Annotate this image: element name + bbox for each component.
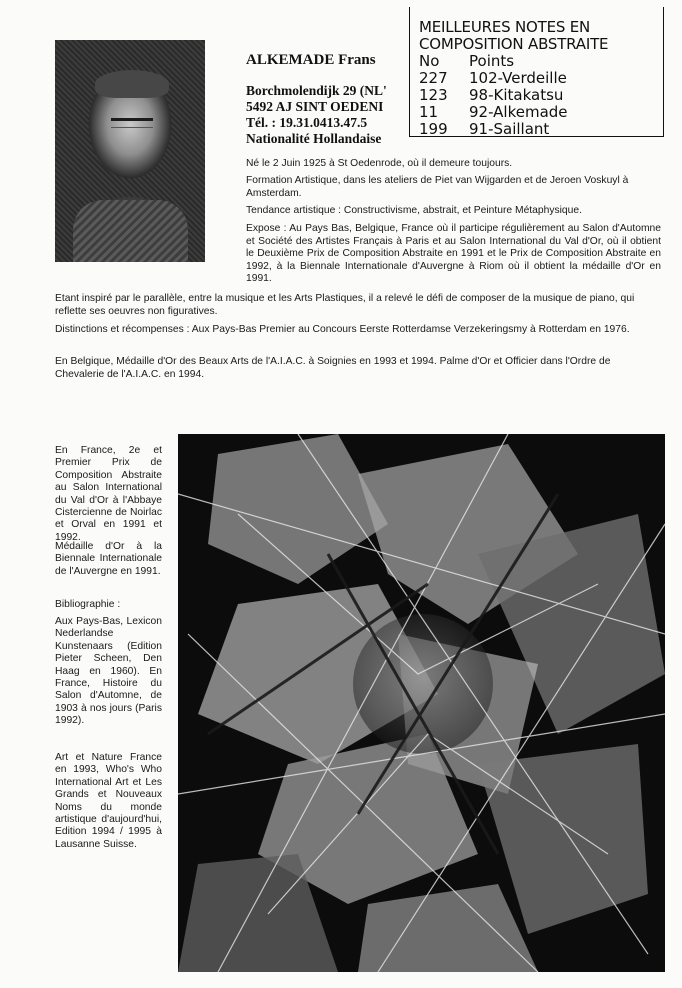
sidebar-medaille: Médaille d'Or à la Biennale Internationale de l'Auvergne en 1991. xyxy=(55,541,162,577)
score-row xyxy=(419,104,663,121)
sidebar-bibliography: Aux Pays-Bas, Lexicon Nederlandse Kunstenaars (Edition Pieter Scheen, Den Haag en 1960). En France, Histoire du Salon d'Automne, de 1903 à nos jours (Paris 1992). xyxy=(55,616,162,727)
col-no-label: No xyxy=(419,52,440,70)
sidebar-art-nature: Art et Nature France en 1993, Who's Who International Art et Les Grands et Nouveaux Noms du monde artistique d'aujourd'hui, Edition 1994 / 1995 à Lausanne Suisse. xyxy=(55,752,162,850)
abstract-painting-svg xyxy=(178,434,665,972)
score-points: 92-Alkemade xyxy=(469,103,568,121)
artist-portrait-photo xyxy=(55,40,205,262)
scorebox-title-line-2: COMPOSITION ABSTRAITE xyxy=(419,35,609,53)
abstract-painting xyxy=(178,434,665,972)
score-row xyxy=(419,70,663,87)
nationality: Nationalité Hollandaise xyxy=(246,131,382,146)
address-line-1: Borchmolendijk 29 (NL' xyxy=(246,83,387,98)
scorebox-header-row xyxy=(419,53,663,70)
bio-tendance: Tendance artistique : Constructivisme, abstrait, et Peinture Métaphysique. xyxy=(246,205,582,216)
portrait-hair-shape xyxy=(95,70,169,98)
score-points: 98-Kitakatsu xyxy=(469,86,564,104)
address-line-2: 5492 AJ SINT OEDENI xyxy=(246,99,384,114)
scorebox-title-line-1: MEILLEURES NOTES EN xyxy=(419,18,591,36)
score-row xyxy=(419,87,663,104)
best-scores-box xyxy=(409,7,664,137)
bio-belgique: En Belgique, Médaille d'Or des Beaux Arts de l'A.I.A.C. à Soignies en 1993 et 1994. Palme d'Or et Officier dans l'Ordre de Chevalerie de l'A.I.A.C. en 1994. xyxy=(55,356,611,380)
sidebar-biblio-title: Bibliographie : xyxy=(55,599,121,610)
score-no: 123 xyxy=(419,86,448,104)
sidebar-france: En France, 2e et Premier Prix de Composition Abstraite au Salon International du Val d'Or à l'Abbaye Cistercienne de Noirlac et Orval en 1991 et 1992. xyxy=(55,445,162,543)
artist-name: ALKEMADE Frans xyxy=(246,52,376,68)
phone-number: Tél. : 19.31.0413.47.5 xyxy=(246,115,368,130)
col-points-label: Points xyxy=(469,52,515,70)
portrait-shirt-shape xyxy=(73,200,188,262)
score-points: 91-Saillant xyxy=(469,120,550,138)
bio-expose: Expose : Au Pays Bas, Belgique, France où il participe régulièrement au Salon d'Automne et Société des Artistes Français à Paris et au Salon International du Val d'Or, où il obtient le Deuxième Prix de Composition Abstraite en 1991 et le Prix de Composition Abstraite en 1992, à la Biennale Internationale d'Auvergne à Riom où il obtient la médaille d'Or en 1991. xyxy=(246,223,661,284)
bio-birth: Né le 2 Juin 1925 à St Oedenrode, où il demeure toujours. xyxy=(246,158,513,169)
portrait-eyes-shape xyxy=(111,118,153,128)
bio-inspiration: Etant inspiré par le parallèle, entre la musique et les Arts Plastiques, il a relevé le défi de composer de la musique de piano, qui reflette ses oeuvres non figuratives. xyxy=(55,293,635,317)
score-no: 11 xyxy=(419,103,439,121)
score-no: 199 xyxy=(419,120,448,138)
score-no: 227 xyxy=(419,69,448,87)
bio-formation: Formation Artistique, dans les ateliers de Piet van Wijgarden et de Jeroen Voskuyl à Amsterdam. xyxy=(246,175,629,199)
bio-distinctions: Distinctions et récompenses : Aux Pays-Bas Premier au Concours Eerste Rotterdamse Verzekeringsmy à Rotterdam en 1976. xyxy=(55,324,630,335)
score-row xyxy=(419,121,663,138)
artist-contact-block xyxy=(246,83,411,147)
score-points: 102-Verdeille xyxy=(469,69,567,87)
